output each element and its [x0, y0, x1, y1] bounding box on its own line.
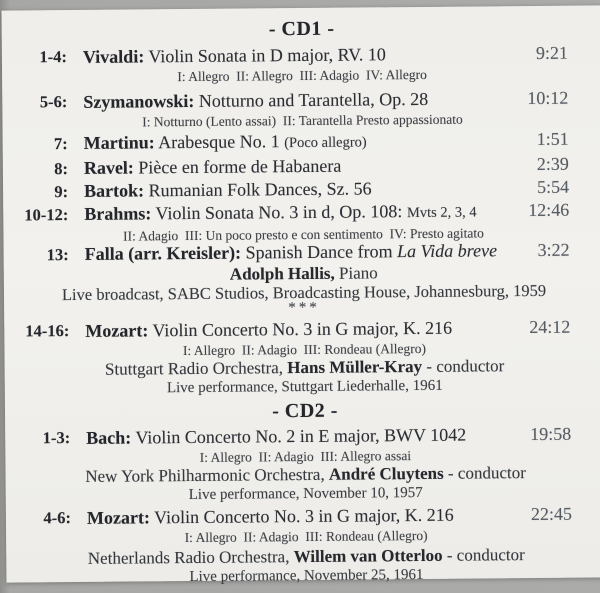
track-numbers: 9: [54, 182, 69, 202]
work-title: Violin Sonata in D major, RV. 10 [148, 44, 386, 67]
composer-name: Bach: [86, 427, 132, 448]
track-title [84, 199, 503, 228]
conductor-role: - conductor [447, 463, 526, 483]
track-duration: 1:51 [536, 128, 569, 149]
work-title: Pièce en forme de Habanera [138, 155, 342, 178]
work-title: Violin Concerto No. 2 in E major, BWV 1042 [135, 424, 467, 448]
soloist-name: Adolph Hallis, [229, 263, 335, 284]
movements-line: II: Adagio III: Un poco presto e con sentimento IV: Presto agitato [123, 225, 484, 244]
track-numbers: 8: [54, 159, 68, 179]
cd2-header: - CD2 - [272, 399, 338, 423]
work-title: Arabesque No. 1 [158, 131, 280, 153]
track-title [85, 239, 504, 266]
composer-name: Vivaldi: [82, 46, 145, 67]
track-numbers: 1-3: [42, 428, 71, 448]
broadcast-info: Live broadcast, SABC Studios, Broadcasting House, Johannesburg, 1959 [61, 280, 547, 305]
track-title [83, 86, 502, 114]
work-note: Mvts 2, 3, 4 [406, 204, 477, 222]
composer-name: Mozart: [85, 320, 149, 341]
track-duration: 19:58 [530, 423, 572, 445]
composer-name: Falla (arr. Kreisler): [84, 242, 242, 264]
track-duration: 2:39 [536, 153, 569, 174]
track-title [86, 422, 505, 450]
track-duration: 9:21 [535, 42, 568, 63]
liner-notes-page [2, 5, 600, 586]
composer-name: Szymanowski: [83, 90, 195, 112]
section-separator: *** [288, 299, 320, 317]
performance-info: Live performance, Stuttgart Liederhalle, 1961 [166, 377, 443, 397]
track-duration: 10:12 [527, 87, 569, 109]
work-title: Rumanian Folk Dances, Sz. 56 [148, 178, 372, 201]
track-title [84, 128, 503, 157]
movements-line: I: Allegro II: Adagio III: Rondeau (Allegro) [182, 340, 427, 359]
movements-line: I: Notturno (Lento assai) II: Tarantella Presto appassionato [142, 111, 463, 130]
movements-line: I: Allegro II: Adagio III: Allegro assai [199, 448, 412, 465]
track-row-brahms [3, 198, 600, 228]
track-numbers: 5-6: [39, 92, 68, 112]
conductor-name: André Cluytens [328, 463, 444, 484]
track-title [85, 315, 504, 343]
conductor-role: - conductor [446, 545, 525, 565]
track-numbers: 7: [53, 134, 68, 154]
orchestra-name: Netherlands Radio Orchestra, [87, 547, 290, 568]
track-numbers: 1-4: [39, 47, 68, 67]
work-title-italic: La Vida breve [396, 240, 498, 262]
movements-line: I: Allegro II: Adagio III: Rondeau (Allegro) [184, 527, 428, 546]
cd1-header: - CD1 - [268, 17, 335, 41]
work-title: Violin Concerto No. 3 in G major, K. 216 [152, 317, 453, 341]
composer-name: Martinu: [83, 132, 155, 153]
composer-name: Bartok: [84, 180, 145, 201]
performance-info: Live performance, November 25, 1961 [189, 566, 424, 586]
soloist-role: Piano [338, 263, 378, 283]
track-duration: 3:22 [537, 239, 570, 260]
movements-line: I: Allegro II: Allegro III: Adagio IV: Allegro [177, 66, 427, 85]
track-duration: 22:45 [530, 503, 573, 525]
track-numbers: 10-12: [24, 205, 69, 225]
track-numbers: 14-16: [25, 321, 70, 341]
work-note: (Poco allegro) [284, 134, 367, 152]
conductor-name: Willem van Otterloo [293, 545, 443, 567]
track-title [83, 41, 502, 69]
track-duration: 24:12 [529, 316, 571, 338]
track-duration: 12:46 [528, 199, 570, 221]
work-title: Violin Concerto No. 3 in G major, K. 216 [154, 504, 454, 528]
composer-name: Ravel: [83, 157, 134, 178]
work-title: Violin Sonata No. 3 in d, Op. 108: [155, 201, 403, 224]
conductor-name: Hans Müller-Kray [287, 356, 423, 378]
track-numbers: 4-6: [43, 508, 72, 528]
orchestra-name: Stuttgart Radio Orchestra, [104, 358, 284, 379]
performance-info: Live performance, November 10, 1957 [188, 484, 423, 504]
work-title: Spanish Dance from [245, 241, 393, 263]
composer-name: Mozart: [86, 507, 150, 528]
orchestra-name: New York Philharmonic Orchestra, [85, 464, 325, 486]
conductor-role: - conductor [426, 356, 505, 376]
track-numbers: 13: [46, 245, 69, 265]
work-title: Notturno and Tarantella, Op. 28 [198, 88, 429, 111]
track-title [87, 502, 506, 530]
track-duration: 5:54 [536, 176, 570, 197]
composer-name: Brahms: [84, 203, 152, 224]
